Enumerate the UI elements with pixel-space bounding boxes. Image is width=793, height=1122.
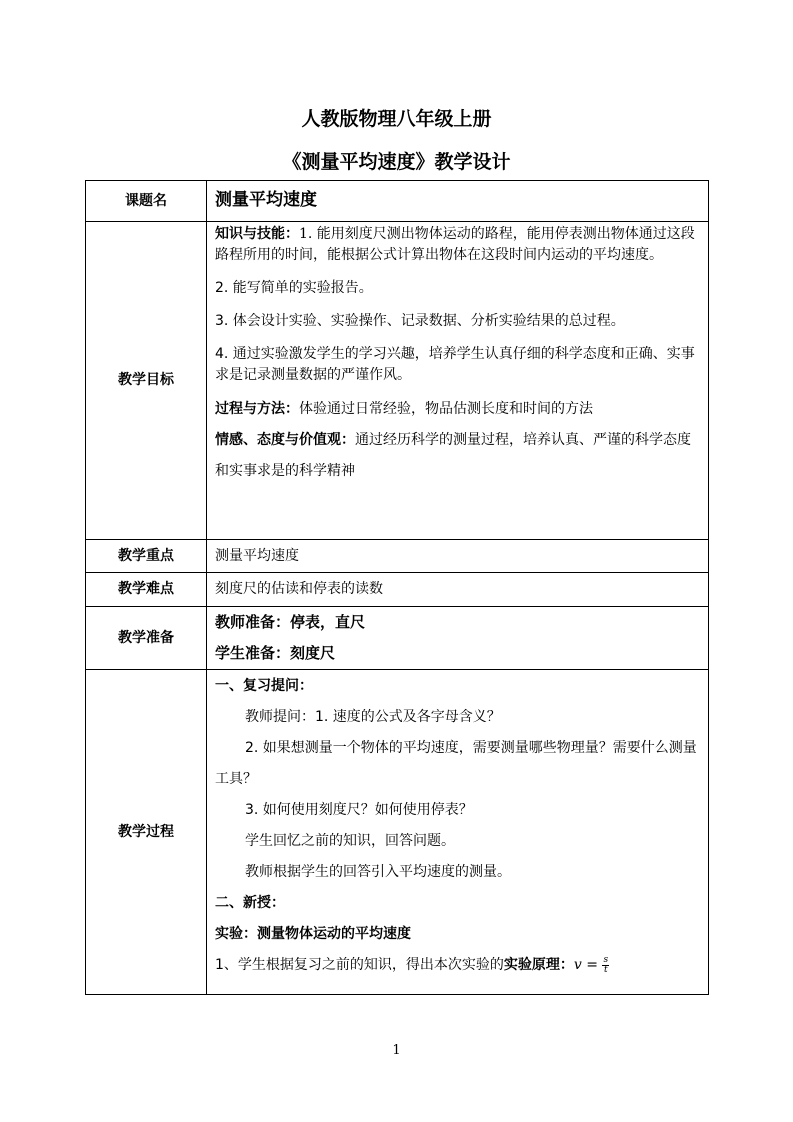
process-method <box>215 394 700 425</box>
emotion-values <box>215 425 700 487</box>
review-heading: 一、复习提问： <box>215 678 313 694</box>
teacher-introduction: 教师根据学生的回答引入平均速度的测量。 <box>245 864 511 880</box>
table-row-goals <box>86 222 709 540</box>
table-row-process <box>86 670 709 995</box>
page-number: 1 <box>392 1043 401 1058</box>
goals-label: 教学目标 <box>86 222 207 540</box>
key-point-label: 教学重点 <box>86 540 207 573</box>
topic-value-cell <box>207 181 709 222</box>
table-row-difficulty <box>86 573 709 607</box>
goals-cell <box>207 222 709 540</box>
table-row-topic <box>86 181 709 222</box>
process-method-heading: 过程与方法： <box>215 401 299 417</box>
new-lesson-heading: 二、新授： <box>215 895 285 911</box>
teacher-question-2: 2. 如果想测量一个物体的平均速度，需要测量哪些物理量？需要什么测量工具？ <box>215 740 697 787</box>
preparation-cell <box>207 607 709 670</box>
emotion-values-heading: 情感、态度与价值观： <box>215 432 355 448</box>
knowledge-item-1-number: 1. <box>299 226 313 242</box>
knowledge-item-2: 2. 能写简单的实验报告。 <box>215 280 373 296</box>
principle-label: 实验原理： <box>503 957 574 973</box>
formula-numerator: s <box>603 954 609 965</box>
table-row-preparation <box>86 607 709 670</box>
process-label: 教学过程 <box>86 670 207 995</box>
experiment-heading: 实验：测量物体运动的平均速度 <box>215 926 411 942</box>
lesson-plan-table <box>85 180 709 995</box>
emotion-values-text: 通过经历科学的测量过程，培养认真、严谨的科学态度和实事求是的科学精神 <box>215 432 691 479</box>
topic-value: 测量平均速度 <box>215 190 317 210</box>
knowledge-item-1-text: 能用刻度尺测出物体运动的路程，能用停表测出物体通过这段路程所用的时间，能根据公式计算出物体在这段时间内运动的平均速度。 <box>215 226 695 263</box>
formula-fraction <box>602 956 609 975</box>
knowledge-item-1 <box>215 224 700 266</box>
preparation-label: 教学准备 <box>86 607 207 670</box>
document-subtitle: 《测量平均速度》教学设计 <box>282 151 511 173</box>
knowledge-item-3: 3. 体会设计实验、实验操作、记录数据、分析实验结果的总过程。 <box>215 313 625 329</box>
teacher-preparation: 教师准备：停表，直尺 <box>215 613 366 631</box>
table-row-key-point <box>86 540 709 573</box>
difficulty-label: 教学难点 <box>86 573 207 607</box>
principle-line <box>215 950 700 981</box>
process-cell <box>207 670 709 995</box>
key-point-value: 测量平均速度 <box>207 540 709 573</box>
document-title: 人教版物理八年级上册 <box>301 108 492 130</box>
teacher-question-1: 教师提问：1. 速度的公式及各字母含义？ <box>245 709 501 725</box>
student-answer: 学生回忆之前的知识，回答问题。 <box>245 833 455 849</box>
knowledge-heading: 知识与技能： <box>215 226 299 242</box>
formula-denominator: t <box>603 964 608 975</box>
knowledge-item-4: 4. 通过实验激发学生的学习兴趣，培养学生认真仔细的科学态度和正确、实事求是记录测量数据的严谨作风。 <box>215 346 695 383</box>
process-method-text: 体验通过日常经验，物品估测长度和时间的方法 <box>299 401 593 417</box>
student-preparation: 学生准备：刻度尺 <box>215 644 336 662</box>
principle-line-text: 1、学生根据复习之前的知识，得出本次实验的 <box>215 957 504 973</box>
difficulty-value: 刻度尺的估读和停表的读数 <box>207 573 709 607</box>
teacher-question-3: 3. 如何使用刻度尺？如何使用停表？ <box>245 802 473 818</box>
topic-label: 课题名 <box>86 181 207 222</box>
formula-lhs: v = <box>573 957 598 973</box>
